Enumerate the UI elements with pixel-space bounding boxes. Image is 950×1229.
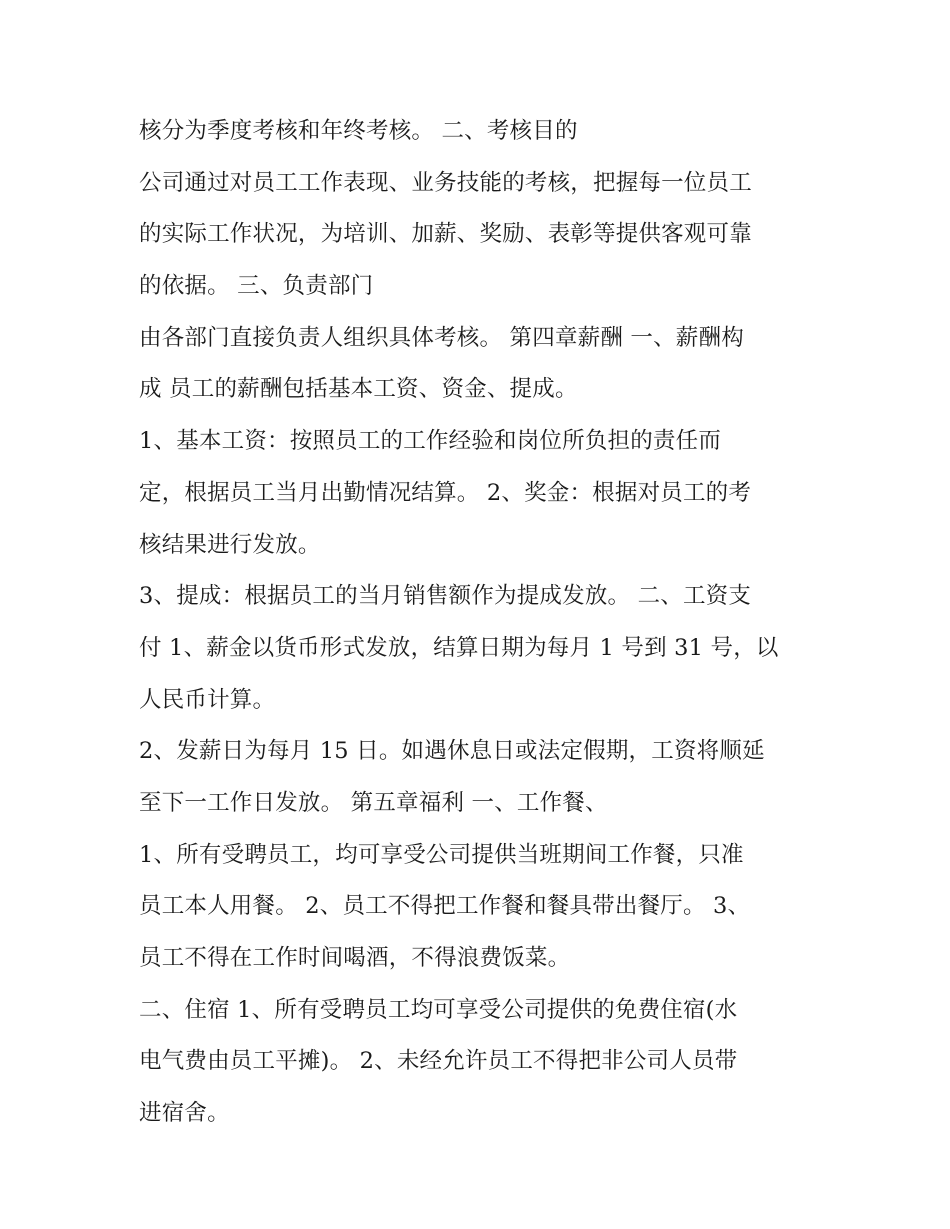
text-line: 定，根据员工当月出勤情况结算。 2、奖金：根据对员工的考 — [139, 479, 752, 506]
text-line: 电气费由员工平摊)。 2、未经允许员工不得把非公司人员带 — [139, 1048, 738, 1075]
text-line: 付 1、薪金以货币形式发放，结算日期为每月 1 号到 31 号，以 — [139, 634, 779, 661]
document-body — [139, 106, 829, 1140]
text-line: 的依据。 三、负责部门 — [139, 273, 374, 300]
text-line: 人民币计算。 — [139, 686, 276, 713]
text-line: 由各部门直接负责人组织具体考核。 第四章薪酬 一、薪酬构 — [139, 324, 744, 351]
text-line: 3、提成：根据员工的当月销售额作为提成发放。 二、工资支 — [139, 583, 752, 610]
text-line: 的实际工作状况，为培训、加薪、奖励、表彰等提供客观可靠 — [139, 221, 752, 248]
text-line: 二、住宿 1、所有受聘员工均可享受公司提供的免费住宿(水 — [139, 996, 738, 1023]
text-line: 公司通过对员工工作表现、业务技能的考核，把握每一位员工 — [139, 169, 752, 196]
text-line: 员工不得在工作时间喝酒，不得浪费饭菜。 — [139, 945, 571, 971]
text-line: 进宿舍。 — [139, 1100, 230, 1127]
text-line: 1、基本工资：按照员工的工作经验和岗位所负担的责任而 — [139, 428, 722, 455]
text-line: 1、所有受聘员工，均可享受公司提供当班期间工作餐，只准 — [139, 841, 744, 868]
text-line: 至下一工作日发放。 第五章福利 一、工作餐、 — [139, 789, 608, 816]
text-line: 成 员工的薪酬包括基本工资、资金、提成。 — [139, 376, 578, 403]
text-line: 核结果进行发放。 — [139, 531, 321, 558]
text-line: 核分为季度考核和年终考核。 二、考核目的 — [139, 118, 578, 144]
text-line: 员工本人用餐。 2、员工不得把工作餐和餐具带出餐厅。 3、 — [139, 893, 751, 920]
text-line: 2、发薪日为每月 15 日。如遇休息日或法定假期，工资将顺延 — [139, 738, 765, 765]
